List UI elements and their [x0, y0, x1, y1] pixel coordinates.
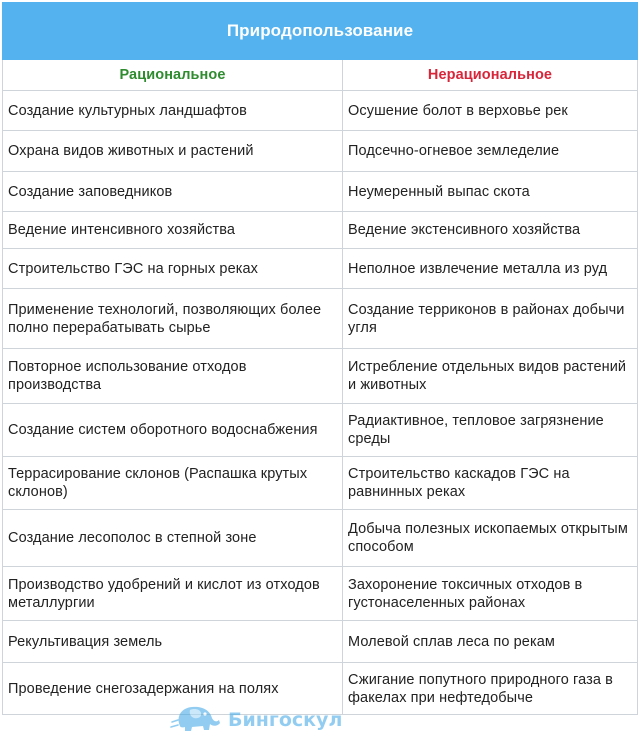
- cell-irrational: Строительство каскадов ГЭС на равнинных реках: [343, 457, 638, 510]
- table-title: Природопользование: [3, 3, 638, 60]
- cell-rational: Охрана видов животных и растений: [3, 131, 343, 172]
- cell-rational: Проведение снегозадержания на полях: [3, 663, 343, 715]
- cell-irrational: Создание терриконов в районах добычи угля: [343, 289, 638, 349]
- nature-use-table-container: [2, 2, 637, 715]
- nature-use-table: [2, 2, 638, 715]
- cell-irrational: Ведение экстенсивного хозяйства: [343, 212, 638, 249]
- cell-irrational: Истребление отдельных видов растений и животных: [343, 349, 638, 404]
- cell-rational: Ведение интенсивного хозяйства: [3, 212, 343, 249]
- table-row: [3, 457, 638, 510]
- cell-rational: Повторное использование отходов производства: [3, 349, 343, 404]
- cell-rational: Создание лесополос в степной зоне: [3, 510, 343, 567]
- table-row: [3, 510, 638, 567]
- header-rational: Рациональное: [3, 60, 343, 91]
- table-row: [3, 249, 638, 289]
- cell-rational: Рекультивация земель: [3, 621, 343, 663]
- table-row: [3, 567, 638, 621]
- table-row: [3, 349, 638, 404]
- cell-irrational: Захоронение токсичных отходов в густонаселенных районах: [343, 567, 638, 621]
- elephant-icon: [170, 700, 222, 741]
- table-row: [3, 404, 638, 457]
- cell-irrational: Сжигание попутного природного газа в факелах при нефтедобыче: [343, 663, 638, 715]
- table-row: [3, 621, 638, 663]
- cell-rational: Производство удобрений и кислот из отходов металлургии: [3, 567, 343, 621]
- header-irrational: Нерациональное: [343, 60, 638, 91]
- cell-irrational: Неумеренный выпас скота: [343, 172, 638, 212]
- watermark-logo: [170, 700, 342, 740]
- table-row: [3, 131, 638, 172]
- cell-irrational: Молевой сплав леса по рекам: [343, 621, 638, 663]
- cell-rational: Создание заповедников: [3, 172, 343, 212]
- table-row: [3, 212, 638, 249]
- table-row: [3, 91, 638, 131]
- cell-rational: Строительство ГЭС на горных реках: [3, 249, 343, 289]
- cell-irrational: Добыча полезных ископаемых открытым способом: [343, 510, 638, 567]
- cell-rational: Террасирование склонов (Распашка крутых склонов): [3, 457, 343, 510]
- cell-rational: Создание систем оборотного водоснабжения: [3, 404, 343, 457]
- cell-irrational: Подсечно-огневое земледелие: [343, 131, 638, 172]
- table-row: [3, 172, 638, 212]
- cell-rational: Применение технологий, позволяющих более полно перерабатывать сырье: [3, 289, 343, 349]
- cell-irrational: Неполное извлечение металла из руд: [343, 249, 638, 289]
- watermark-text: Бингоскул: [228, 709, 343, 731]
- table-row: [3, 289, 638, 349]
- cell-irrational: Радиактивное, тепловое загрязнение среды: [343, 404, 638, 457]
- cell-rational: Создание культурных ландшафтов: [3, 91, 343, 131]
- cell-irrational: Осушение болот в верховье рек: [343, 91, 638, 131]
